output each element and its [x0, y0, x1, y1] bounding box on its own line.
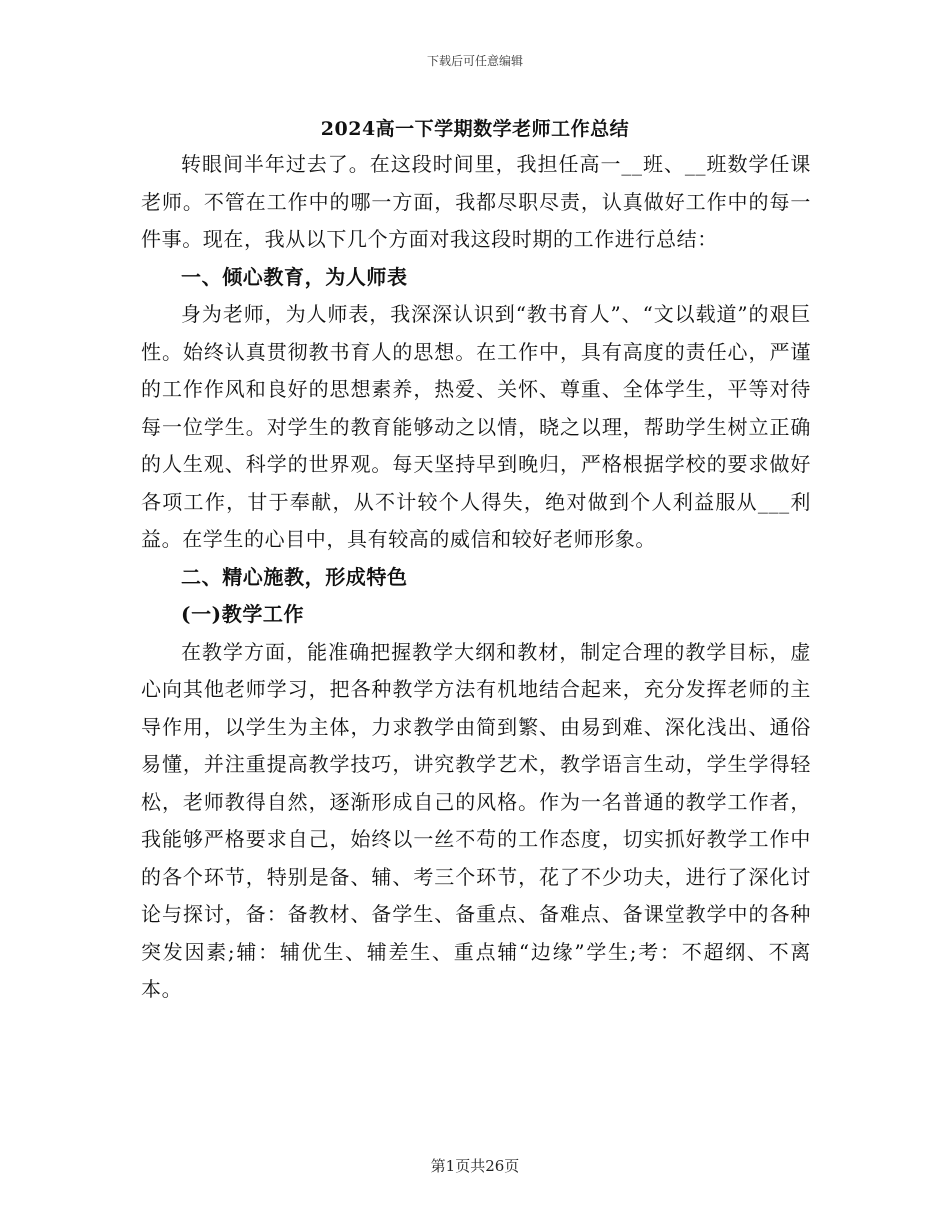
teaching-paragraph: 在教学方面，能准确把握教学大纲和教材，制定合理的教学目标，虚心向其他老师学习，把各种教学方法有机地结合起来，充分发挥老师的主导作用，以学生为主体，力求教学由简到繁、由易到难、深化浅出、通俗易懂，并注重提高教学技巧，讲究教学艺术，教学语言生动，学生学得轻松，老师教得自然，逐渐形成自己的风格。作为一名普通的教学工作者，我能够严格要求自己，始终以一丝不苟的工作态度，切实抓好教学工作中的各个环节，特别是备、辅、考三个环节，花了不少功夫，进行了深化讨论与探讨，备：备教材、备学生、备重点、备难点、备课堂教学中的各种突发因素;辅：辅优生、辅差生、重点辅“边缘”学生;考：不超纲、不离本。 [141, 639, 811, 1001]
document-title: 2024高一下学期数学老师工作总结 [320, 118, 630, 140]
subsection-heading-teaching: (一)教学工作 [181, 602, 305, 626]
page-number: 第1页共26页 [430, 1157, 520, 1175]
section-heading-2: 二、精心施教，形成特色 [181, 564, 408, 589]
page-header: 下载后可任意编辑 [426, 54, 523, 68]
document-body [141, 146, 811, 1009]
section-1-paragraph: 身为老师，为人师表，我深深认识到“教书育人”、“文以载道”的艰巨性。始终认真贯彻教书育人的思想。在工作中，具有高度的责任心，严谨的工作作风和良好的思想素养，热爱、关怀、尊重、全体学生，平等对待每一位学生。对学生的教育能够动之以情，晓之以理，帮助学生树立正确的人生观、科学的世界观。每天坚持早到晚归，严格根据学校的要求做好各项工作，甘于奉献，从不计较个人得失，绝对做到个人利益服从___利益。在学生的心目中，具有较高的威信和较好老师形象。 [141, 302, 811, 551]
section-heading-1: 一、倾心教育，为人师表 [181, 264, 408, 289]
intro-paragraph: 转眼间半年过去了。在这段时间里，我担任高一__班、__班数学任课老师。不管在工作中的哪一方面，我都尽职尽责，认真做好工作中的每一件事。现在，我从以下几个方面对我这段时期的工作进行总结： [141, 152, 811, 251]
